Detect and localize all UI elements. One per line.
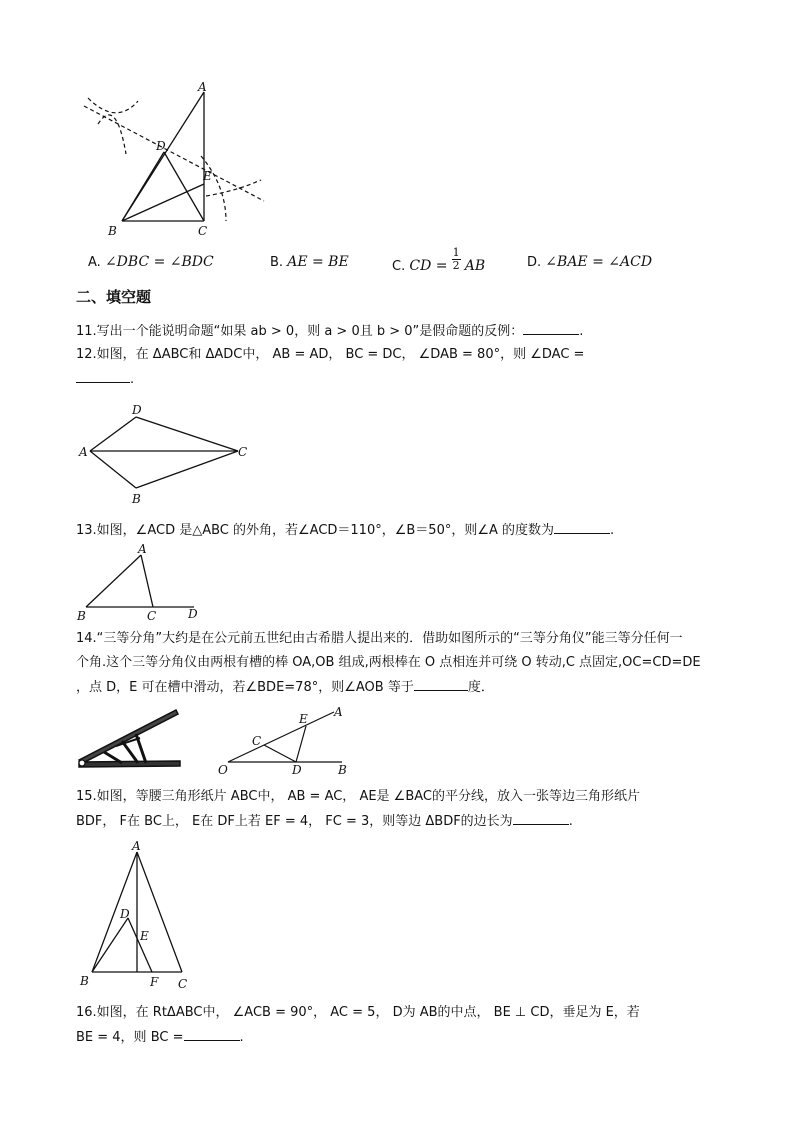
label-e: E [203, 169, 212, 183]
q14-line1: 14.“三等分角”大约是在公元前五世纪由古希腊人提出来的．借助如图所示的“三等分角仪”能三等分任何一 [76, 631, 683, 646]
label-b: B [77, 609, 86, 623]
question-12-cont [76, 370, 134, 389]
label-c: C [178, 977, 188, 991]
segment-bd [122, 152, 164, 221]
q12-end: . [130, 372, 135, 387]
option-c-label: C. [392, 259, 406, 274]
label-b: B [132, 492, 141, 506]
question-16-line1 [76, 1004, 640, 1022]
option-a-expr: ∠DBC = ∠BDC [104, 254, 214, 270]
option-b-expr: AE = BE [287, 254, 349, 270]
option-c-denominator: 2 [452, 259, 460, 272]
label-a: A [132, 839, 141, 853]
q15-end: . [568, 814, 573, 829]
q16-end: . [239, 1030, 244, 1045]
label-c: C [238, 445, 248, 459]
segment-de [296, 726, 306, 762]
segment-ad [90, 417, 136, 451]
option-c-post: AB [464, 258, 486, 274]
label-b: B [338, 763, 347, 776]
section-title: 二、填空题 [76, 288, 152, 306]
q14-answer-blank[interactable] [414, 678, 468, 691]
q12-answer-blank[interactable] [76, 370, 130, 383]
figure-q12 [76, 400, 266, 510]
figure-q14 [216, 704, 356, 776]
segment-bd [92, 918, 128, 972]
label-e: E [140, 929, 149, 943]
segment-cd [264, 745, 296, 762]
q14-end: 度． [467, 680, 494, 695]
option-d-label: D. [527, 255, 542, 270]
label-d: D [120, 907, 130, 921]
label-a: A [334, 705, 343, 719]
q16-line2: BE = 4，则 BC = [76, 1030, 184, 1045]
q16-answer-blank[interactable] [184, 1028, 240, 1041]
trisector-device-illustration [76, 706, 184, 770]
question-13 [76, 521, 614, 540]
option-d-expr: ∠BAE = ∠ACD [545, 254, 653, 270]
segment-dc [136, 417, 238, 451]
option-a-label: A. [88, 255, 101, 270]
option-c[interactable] [392, 247, 485, 272]
segment-ab [90, 451, 136, 488]
q12-line1: 12.如图，在 ΔABC和 ΔADC中， AB = AD， BC = DC， ∠DAB = 80°，则 ∠DAC = [76, 347, 585, 362]
option-d[interactable] [527, 254, 652, 270]
label-b: B [80, 974, 89, 988]
figure-q15 [76, 838, 206, 994]
q15-line1: 15.如图，等腰三角形纸片 ABC中， AB = AC， AE是 ∠BAC的平分线，放入一张等边三角形纸片 [76, 789, 640, 804]
question-11 [76, 322, 583, 341]
label-d: D [132, 403, 142, 417]
option-c-fraction [452, 247, 461, 272]
question-15-line1 [76, 788, 640, 806]
q14-line3: ，点 D，E 可在槽中滑动，若∠BDE=78°，则∠AOB 等于 [76, 680, 414, 695]
arc-lower-right-2 [206, 180, 261, 196]
label-o: O [218, 763, 228, 776]
question-14-line1 [76, 630, 683, 648]
label-c: C [147, 609, 157, 623]
arc-lower-right-1 [201, 156, 226, 221]
q11-text: 11.写出一个能说明命题“如果 ab > 0，则 a > 0且 b > 0”是假命题的反例： [76, 324, 524, 339]
label-d: D [292, 763, 302, 776]
q13-answer-blank[interactable] [554, 521, 610, 534]
perpendicular-bisector [84, 106, 264, 201]
label-d: D [188, 607, 198, 621]
question-14-line3 [76, 678, 494, 697]
question-16-line2 [76, 1028, 244, 1047]
q11-answer-blank[interactable] [523, 322, 579, 335]
label-a: A [138, 542, 147, 556]
label-d: D [156, 139, 166, 153]
segment-bc [136, 451, 238, 488]
question-12 [76, 346, 584, 364]
label-f: F [150, 975, 159, 989]
q11-end: . [579, 324, 584, 339]
q15-answer-blank[interactable] [513, 812, 569, 825]
q14-line2: 个角.这个三等分角仪由两根有槽的棒 OA,OB 组成,两根棒在 O 点相连并可绕 O 转动,C 点固定,OC=CD=DE [76, 655, 701, 670]
q13-text: 13.如图，∠ACD 是△ABC 的外角，若∠ACD＝110°，∠B＝50°，则∠A 的度数为 [76, 523, 555, 538]
question-14-line2 [76, 654, 701, 672]
segment-ab [92, 852, 137, 972]
figure-q13 [76, 540, 216, 624]
label-a: A [79, 445, 88, 459]
option-c-pre: CD = [409, 258, 448, 274]
q15-line2: BDF， F在 BC上， E在 DF上若 EF = 4， FC = 3，则等边 ΔBDF的边长为 [76, 814, 513, 829]
label-a: A [198, 80, 207, 94]
q16-line1: 16.如图，在 RtΔABC中， ∠ACB = 90°， AC = 5， D为 AB的中点， BE ⊥ CD，垂足为 E，若 [76, 1005, 640, 1020]
label-b: B [108, 224, 117, 238]
option-c-numerator: 1 [452, 246, 460, 259]
question-15-line2 [76, 812, 573, 831]
option-b-label: B. [270, 255, 284, 270]
option-b[interactable] [270, 254, 349, 270]
option-a[interactable] [88, 254, 214, 270]
label-c: C [198, 224, 208, 238]
segment-df [128, 918, 152, 972]
label-c: C [252, 734, 262, 748]
segment-ba [86, 555, 141, 607]
q13-end: . [610, 523, 615, 538]
arc-upper-left-1 [88, 98, 138, 113]
segment-ac [141, 555, 153, 607]
figure-q10 [76, 76, 276, 246]
label-e: E [299, 712, 308, 726]
